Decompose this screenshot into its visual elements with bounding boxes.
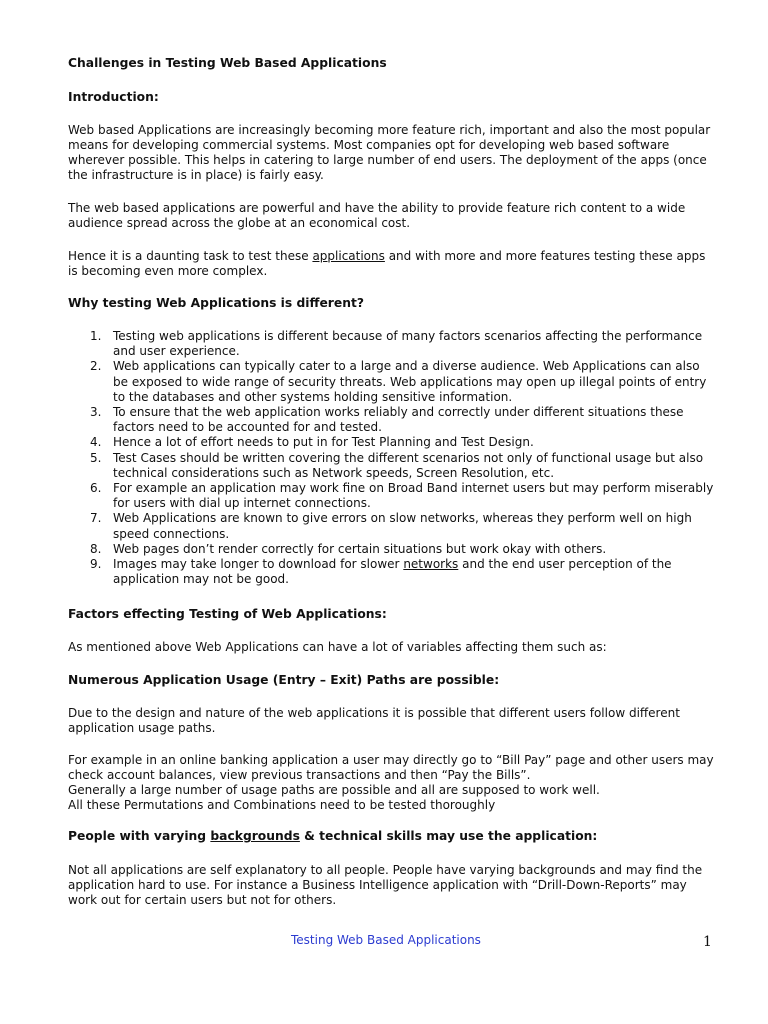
intro-paragraph-1: Web based Applications are increasingly becoming more feature rich, important and also the most popular means for developing commercial systems. Most companies opt for developing web based software wherever possible. This helps in catering to large number of end users. The deployment of the apps (once the infrastructure is in place) is fairly easy. xyxy=(68,123,711,182)
intro-paragraph-2: The web based applications are powerful and have the ability to provide feature rich content to a wide audience spread across the globe at an economical cost. xyxy=(68,201,686,230)
paths-line-3: All these Permutations and Combinations need to be tested thoroughly xyxy=(68,798,496,812)
list-item: 6. For example an application may work fine on Broad Band internet users but may perform miserably for users with dial up internet connections. xyxy=(90,481,714,511)
why-list xyxy=(68,329,718,587)
factors-paragraph: As mentioned above Web Applications can have a lot of variables affecting them such as: xyxy=(68,640,607,654)
list-item: 8. Web pages don’t render correctly for certain situations but work okay with others. xyxy=(90,541,607,556)
people-heading: People with varying backgrounds & technical skills may use the application: xyxy=(68,829,598,843)
paths-line-1: For example in an online banking application a user may directly go to “Bill Pay” page and other users may check account balances, view previous transactions and then “Pay the Bills”. xyxy=(68,753,714,782)
list-item: 4. Hence a lot of effort needs to put in for Test Planning and Test Design. xyxy=(90,435,534,450)
list-item: 2. Web applications can typically cater to a large and a diverse audience. Web Applications can also be exposed to wide range of security threats. Web applications may open up illegal points of entry to the databases and other systems holding sensitive information. xyxy=(90,359,707,404)
intro-p3-text-end: and with more and more features testing these apps is becoming even more complex. xyxy=(68,249,706,278)
page-number: 1 xyxy=(703,934,712,950)
intro-p3-text: Hence it is a daunting task to test these xyxy=(68,249,313,263)
intro-heading: Introduction: xyxy=(68,90,159,104)
list-item: 5. Test Cases should be written covering the different scenarios not only of functional usage but also technical considerations such as Network speeds, Screen Resolution, etc. xyxy=(90,450,704,480)
factors-heading: Factors effecting Testing of Web Applications: xyxy=(68,607,387,621)
document-title: Challenges in Testing Web Based Applications xyxy=(68,56,387,70)
applications-link[interactable]: applications xyxy=(312,249,385,263)
paths-paragraph-1: Due to the design and nature of the web applications it is possible that different users follow different application usage paths. xyxy=(68,706,680,735)
networks-link[interactable]: networks xyxy=(403,557,459,572)
intro-paragraph-3 xyxy=(68,249,718,279)
list-item: 3. To ensure that the web application works reliably and correctly under different situations these factors need to be accounted for and tested. xyxy=(90,405,684,435)
paths-heading: Numerous Application Usage (Entry – Exit) Paths are possible: xyxy=(68,673,500,687)
paths-paragraph-2 xyxy=(68,753,718,813)
footer-title: Testing Web Based Applications xyxy=(291,933,481,947)
backgrounds-link[interactable]: backgrounds xyxy=(210,829,300,843)
list-item: 1. Testing web applications is different because of many factors scenarios affecting the performance and user experience. xyxy=(90,329,703,359)
why-heading: Why testing Web Applications is different? xyxy=(68,296,364,310)
people-paragraph: Not all applications are self explanatory to all people. People have varying backgrounds and may find the application hard to use. For instance a Business Intelligence application with “Drill-Down-Reports” may work out for certain users but not for others. xyxy=(68,863,703,907)
list-item: 7. Web Applications are known to give errors on slow networks, whereas they perform well on high speed connections. xyxy=(90,511,692,541)
list-item: 9. Images may take longer to download for slower networks and the end user perception of the application may not be good. xyxy=(90,557,672,587)
paths-line-2: Generally a large number of usage paths are possible and all are supposed to work well. xyxy=(68,783,600,797)
